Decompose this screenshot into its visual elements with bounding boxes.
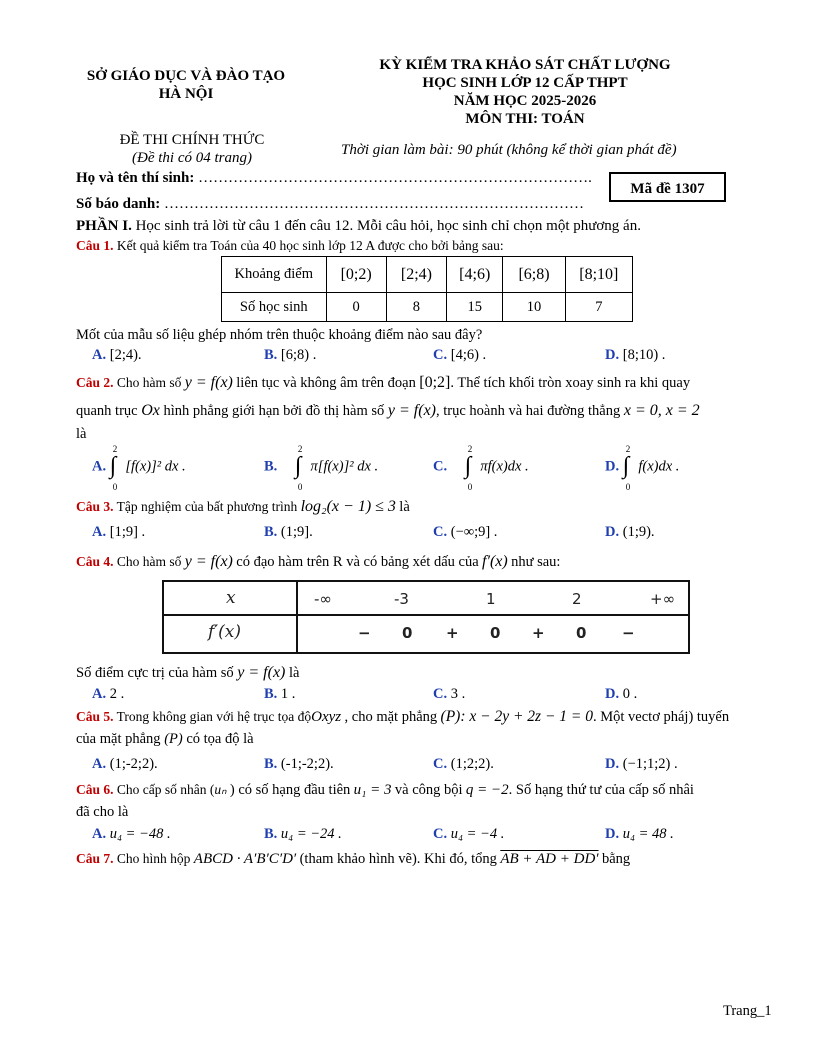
integral-sign-icon: ∫ 2 0 <box>622 444 631 492</box>
q6-option-c[interactable] <box>433 826 504 843</box>
q3-inequality: log₂(x − 1) ≤ 3 <box>300 498 396 515</box>
option-key: A. <box>92 347 107 363</box>
q1-interval-cell: [0;2) <box>326 257 386 293</box>
official-label: ĐỀ THI CHÍNH THỨC <box>119 132 265 148</box>
option-key: B. <box>264 756 278 772</box>
q5-text: có tọa độ là <box>186 731 254 747</box>
option-value: f(x)dx . <box>638 458 680 475</box>
q4-question <box>76 664 299 682</box>
exam-title-line3: NĂM HỌC 2025-2026 <box>453 93 597 109</box>
x-value: -3 <box>394 590 409 608</box>
q2-label: Câu 2. <box>76 375 114 390</box>
q1-label: Câu 1. <box>76 238 114 253</box>
option-value: π[f(x)]² dx . <box>310 458 379 475</box>
option-key: A. <box>92 826 107 842</box>
q2-stem-line2 <box>76 402 700 420</box>
q6-stem-line1 <box>76 782 694 799</box>
q5-text: Trong không gian với hệ trục tọa độ <box>116 709 312 724</box>
option-value: u₄ = −24 . <box>280 826 342 842</box>
q4-option-b[interactable] <box>264 686 295 703</box>
q5-option-c[interactable] <box>433 756 494 773</box>
q2-option-b[interactable] <box>264 444 379 492</box>
exam-title-line2: HỌC SINH LỚP 12 CẤP THPT <box>422 75 628 91</box>
option-value: (−1;1;2) . <box>622 756 678 772</box>
q4-text: Cho hàm số <box>116 554 182 569</box>
candidate-name-label: Họ và tên thí sinh: <box>76 170 195 186</box>
q2-bounds: x = 0, x = 2 <box>623 402 700 419</box>
q2-option-d[interactable] <box>605 444 680 492</box>
q2-text: . Thể tích khối tròn xoay sinh ra khi quay <box>450 375 691 391</box>
option-key: B. <box>264 524 278 540</box>
option-key: D. <box>605 826 620 842</box>
q4-function: y = f(x) <box>237 664 286 681</box>
time-note: Thời gian làm bài: 90 phút (không kể thời gian phát đề) <box>341 142 677 158</box>
option-value: (1;9]. <box>280 524 313 540</box>
q1-text: Kết quả kiểm tra Toán của 40 học sinh lớp 12 A được cho bởi bảng sau: <box>116 238 504 253</box>
integral-upper: 2 <box>625 444 631 454</box>
option-key: D. <box>605 458 620 475</box>
q6-text: và công bội <box>394 782 463 798</box>
exam-code: Mã đề 1307 <box>630 181 705 197</box>
part1-title: PHẦN I. <box>76 218 132 234</box>
q6-first-term: u₁ = 3 <box>353 782 392 798</box>
q7-label: Câu 7. <box>76 851 114 866</box>
q7-vector-sum: AB + AD + DD′ <box>500 851 599 867</box>
option-key: B. <box>264 458 278 475</box>
exam-code-box <box>609 172 726 202</box>
q5-plane-name: (P) <box>164 731 183 747</box>
q6-sequence: uₙ <box>214 782 227 797</box>
option-key: B. <box>264 347 278 363</box>
q6-option-b[interactable] <box>264 826 342 843</box>
integral-sign-icon: ∫ 2 0 <box>294 444 303 492</box>
q1-table-header-label: Khoảng điểm <box>222 257 327 293</box>
x-value: +∞ <box>650 590 676 608</box>
department-line2: HÀ NỘI <box>158 86 214 102</box>
page-number: Trang_1 <box>723 1003 772 1019</box>
option-value: [4;6) . <box>450 347 487 363</box>
option-key: D. <box>605 756 620 772</box>
integral-sign-icon: ∫ 2 0 <box>109 444 118 492</box>
candidate-name-dots: ……………………………………………………………………. <box>198 170 592 186</box>
official-exam-label <box>72 131 312 167</box>
integral-lower: 0 <box>467 482 473 492</box>
q5-plane: (P): x − 2y + 2z − 1 = 0 <box>440 708 593 725</box>
q3-option-d[interactable] <box>605 524 655 541</box>
option-value: 0 . <box>622 686 638 702</box>
option-value: (1;-2;2). <box>109 756 158 772</box>
q2-stem-line3: là <box>76 426 87 442</box>
department-name <box>62 67 310 103</box>
option-value: 3 . <box>450 686 466 702</box>
q5-stem-line1 <box>76 708 729 726</box>
part1-instruction: Học sinh trả lời từ câu 1 đến câu 12. Mỗi câu hỏi, học sinh chỉ chọn một phương án. <box>135 218 641 234</box>
option-value: (1;2;2). <box>450 756 494 772</box>
q1-count-cell: 8 <box>386 293 446 322</box>
q7-text: bằng <box>601 851 631 867</box>
sign-value: 0 <box>402 624 413 642</box>
q7-text: Cho hình hộp <box>116 851 191 866</box>
q5-stem-line2 <box>76 731 254 748</box>
option-key: C. <box>433 524 448 540</box>
q6-text: ) có số hạng đầu tiên <box>229 782 351 798</box>
integral-lower: 0 <box>625 482 631 492</box>
q1-count-cell: 10 <box>503 293 565 322</box>
q7-text: (tham khảo hình vẽ). Khi đó, tổng <box>299 851 497 867</box>
q1-stem <box>76 238 504 254</box>
option-key: A. <box>92 458 107 475</box>
q4-text: như sau: <box>511 554 561 570</box>
option-value: πf(x)dx . <box>480 458 529 475</box>
option-value: (1;9). <box>622 524 655 540</box>
q2-text: hình phẳng giới hạn bởi đồ thị hàm số <box>163 403 385 419</box>
q6-stem-line2: đã cho là <box>76 804 129 820</box>
integral-lower: 0 <box>297 482 303 492</box>
x-value: 2 <box>572 590 582 608</box>
option-key: D. <box>605 524 620 540</box>
candidate-id-label: Số báo danh: <box>76 196 161 212</box>
q4-option-c[interactable] <box>433 686 465 703</box>
option-key: A. <box>92 524 107 540</box>
option-value: [f(x)]² dx . <box>125 458 186 475</box>
option-value: 2 . <box>109 686 125 702</box>
q5-option-a[interactable] <box>92 756 158 773</box>
q2-function: y = f(x) <box>387 402 436 419</box>
q1-option-d[interactable] <box>605 347 665 364</box>
q2-text: liên tục và không âm trên đoạn <box>236 375 416 391</box>
option-key: C. <box>433 347 448 363</box>
option-key: D. <box>605 686 620 702</box>
option-key: C. <box>433 826 448 842</box>
q4-sign-table <box>162 580 690 654</box>
integral-lower: 0 <box>112 482 118 492</box>
q1-count-cell: 7 <box>565 293 632 322</box>
q4-derivative: f′(x) <box>482 553 508 570</box>
q2-function: y = f(x) <box>184 374 233 391</box>
q1-interval-cell: [6;8) <box>503 257 565 293</box>
option-key: D. <box>605 347 620 363</box>
q4-stem <box>76 553 560 571</box>
q1-interval-cell: [8;10] <box>565 257 632 293</box>
q1-option-a[interactable] <box>92 347 142 364</box>
option-value: u₄ = −48 . <box>109 826 171 842</box>
option-key: B. <box>264 826 278 842</box>
q5-option-d[interactable] <box>605 756 678 773</box>
q3-label: Câu 3. <box>76 499 114 514</box>
candidate-id-line <box>76 195 584 213</box>
q3-option-c[interactable] <box>433 524 497 541</box>
option-value: (−∞;9] . <box>450 524 498 540</box>
option-value: (-1;-2;2). <box>280 756 334 772</box>
option-value: [2;4). <box>109 347 142 363</box>
x-value: -∞ <box>314 590 332 608</box>
sign-table-x-label: x <box>226 588 236 608</box>
page-count-note: (Đề thi có 04 trang) <box>132 150 252 166</box>
q5-system: Oxyz <box>311 709 342 725</box>
candidate-name-line <box>76 169 592 187</box>
q3-option-a[interactable] <box>92 524 145 541</box>
q4-text: có đạo hàm trên R và có bảng xét dấu của <box>236 554 479 570</box>
option-key: A. <box>92 686 107 702</box>
option-value: [8;10) . <box>622 347 666 363</box>
option-value: u₄ = −4 . <box>450 826 505 842</box>
option-value: 1 . <box>280 686 296 702</box>
sign-value: + <box>532 624 545 642</box>
q5-option-b[interactable] <box>264 756 334 773</box>
q6-label: Câu 6. <box>76 782 114 797</box>
q2-axis: Ox <box>141 402 160 419</box>
option-key: C. <box>433 756 448 772</box>
q2-option-c[interactable] <box>433 444 529 492</box>
q6-text: . Số hạng thứ tư của cấp số nhâi <box>508 782 694 798</box>
q1-option-b[interactable] <box>264 347 316 364</box>
exam-title-line1: KỲ KIỂM TRA KHẢO SÁT CHẤT LƯỢNG <box>379 57 671 73</box>
q4-label: Câu 4. <box>76 554 114 569</box>
exam-title <box>330 56 720 128</box>
q4-question-tail: là <box>289 665 300 681</box>
sign-value: − <box>622 624 635 642</box>
table-vertical-divider <box>296 582 298 652</box>
q1-option-c[interactable] <box>433 347 486 364</box>
option-key: A. <box>92 756 107 772</box>
integral-sign-icon: ∫ 2 0 <box>464 444 473 492</box>
x-value: 1 <box>486 590 496 608</box>
q1-question: Mốt của mẫu số liệu ghép nhóm trên thuộc khoảng điểm nào sau đây? <box>76 327 483 343</box>
table-horizontal-divider <box>164 614 688 616</box>
q5-text: . Một vectơ pháj) tuyến <box>593 709 730 725</box>
option-value: [1;9] . <box>109 524 146 540</box>
q4-question-text: Số điểm cực trị của hàm số <box>76 665 234 681</box>
sign-value: − <box>358 624 371 642</box>
q6-option-a[interactable] <box>92 826 171 843</box>
q2-interval: [0;2] <box>419 374 451 391</box>
part1-heading <box>76 218 641 235</box>
q1-frequency-table <box>221 256 633 322</box>
q3-stem <box>76 498 410 516</box>
exam-subject: MÔN THI: TOÁN <box>465 111 585 127</box>
q2-stem-line1 <box>76 374 690 392</box>
department-line1: SỞ GIÁO DỤC VÀ ĐÀO TẠO <box>86 68 286 84</box>
q4-option-d[interactable] <box>605 686 637 703</box>
option-value: [6;8) . <box>280 347 317 363</box>
option-key: C. <box>433 458 448 475</box>
q1-count-cell: 0 <box>326 293 386 322</box>
q3-option-b[interactable] <box>264 524 313 541</box>
q1-interval-cell: [2;4) <box>386 257 446 293</box>
option-key: B. <box>264 686 278 702</box>
q2-text: Cho hàm số <box>116 375 182 390</box>
q2-option-a[interactable] <box>92 444 186 492</box>
option-value: u₄ = 48 . <box>622 826 674 842</box>
q7-box: ABCD · A′B′C′D′ <box>193 851 297 867</box>
q1-count-cell: 15 <box>447 293 503 322</box>
q3-text: Tập nghiệm của bất phương trình <box>116 499 298 514</box>
q5-label: Câu 5. <box>76 709 114 724</box>
q4-function: y = f(x) <box>184 553 233 570</box>
sign-value: 0 <box>490 624 501 642</box>
sign-value: 0 <box>576 624 587 642</box>
q6-ratio: q = −2 <box>465 782 509 798</box>
sign-table-derivative-label: f′(x) <box>208 622 242 642</box>
q3-tail: là <box>399 499 410 515</box>
integral-upper: 2 <box>297 444 303 454</box>
candidate-id-dots: ………………………………………………………………………… <box>163 196 584 212</box>
q7-stem <box>76 851 630 868</box>
q5-text: của mặt phẳng <box>76 731 161 747</box>
q6-option-d[interactable] <box>605 826 674 843</box>
integral-upper: 2 <box>112 444 118 454</box>
integral-upper: 2 <box>467 444 473 454</box>
q2-text: quanh trục <box>76 403 138 419</box>
q6-text: Cho cấp số nhân ( <box>116 782 215 797</box>
sign-value: + <box>446 624 459 642</box>
option-key: C. <box>433 686 448 702</box>
q2-text: , trục hoành và hai đường thẳng <box>436 403 621 419</box>
q4-option-a[interactable] <box>92 686 124 703</box>
q1-table-row-label: Số học sinh <box>222 293 327 322</box>
q5-text: , cho mặt phẳng <box>344 709 438 725</box>
q1-interval-cell: [4;6) <box>447 257 503 293</box>
